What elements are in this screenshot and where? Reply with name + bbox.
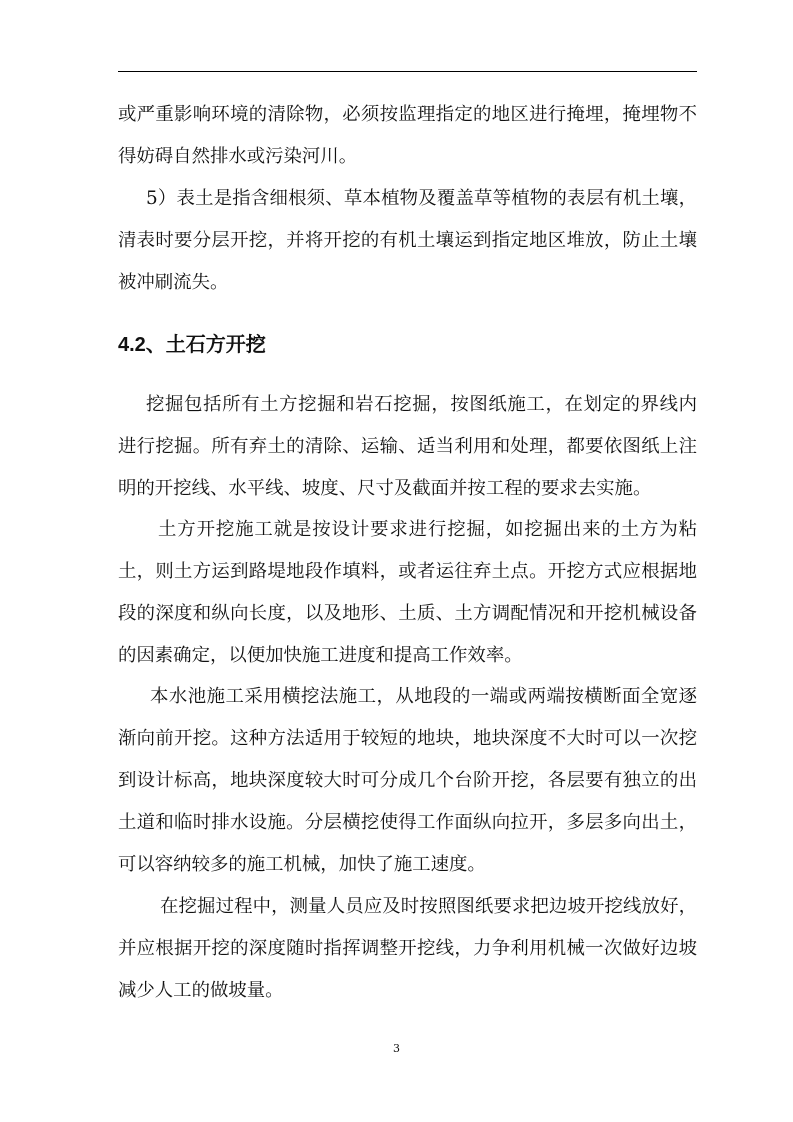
paragraph-line: 到设计标高，地块深度较大时可分成几个台阶开挖，各层要有独立的出 (118, 770, 697, 791)
paragraph-line: 或严重影响环境的清除物，必须按监理指定的地区进行掩埋，掩埋物不 (118, 104, 697, 125)
paragraph-line: 减少人工的做坡量。 (118, 980, 284, 1001)
paragraph-line: 进行挖掘。所有弃土的清除、运输、适当利用和处理，都要依图纸上注 (118, 436, 697, 457)
paragraph-line: 挖掘包括所有土方挖掘和岩石挖掘，按图纸施工，在划定的界线内 (146, 394, 697, 415)
page-number: 3 (393, 1042, 400, 1055)
paragraph-line: 5）表土是指含细根须、草本植物及覆盖草等植物的表层有机土壤， (146, 188, 697, 209)
paragraph-line: 本水池施工采用横挖法施工，从地段的一端或两端按横断面全宽逐 (150, 686, 697, 707)
paragraph-line: 可以容纳较多的施工机械，加快了施工速度。 (118, 854, 486, 875)
paragraph-line: 清表时要分层开挖，并将开挖的有机土壤运到指定地区堆放，防止土壤 (118, 230, 697, 251)
paragraph-line: 渐向前开挖。这种方法适用于较短的地块，地块深度不大时可以一次挖 (118, 728, 697, 749)
paragraph-line: 被冲刷流失。 (118, 272, 229, 293)
paragraph-line: 的因素确定，以便加快施工进度和提高工作效率。 (118, 645, 523, 666)
section-heading: 4.2、土石方开挖 (118, 334, 266, 356)
paragraph-line: 在挖掘过程中，测量人员应及时按照图纸要求把边坡开挖线放好， (160, 896, 697, 917)
paragraph-line: 段的深度和纵向长度，以及地形、土质、土方调配情况和开挖机械设备 (118, 603, 697, 624)
paragraph-line: 土道和临时排水设施。分层横挖使得工作面纵向拉开，多层多向出土， (118, 812, 697, 833)
paragraph-line: 得妨碍自然排水或污染河川。 (118, 146, 358, 167)
paragraph-line: 土，则土方运到路堤地段作填料，或者运往弃土点。开挖方式应根据地 (118, 561, 697, 582)
paragraph-line: 并应根据开挖的深度随时指挥调整开挖线，力争利用机械一次做好边坡 (118, 938, 697, 959)
paragraph-line: 土方开挖施工就是按设计要求进行挖掘，如挖掘出来的土方为粘 (158, 519, 697, 540)
header-rule (118, 71, 697, 72)
paragraph-line: 明的开挖线、水平线、坡度、尺寸及截面并按工程的要求去实施。 (118, 478, 652, 499)
